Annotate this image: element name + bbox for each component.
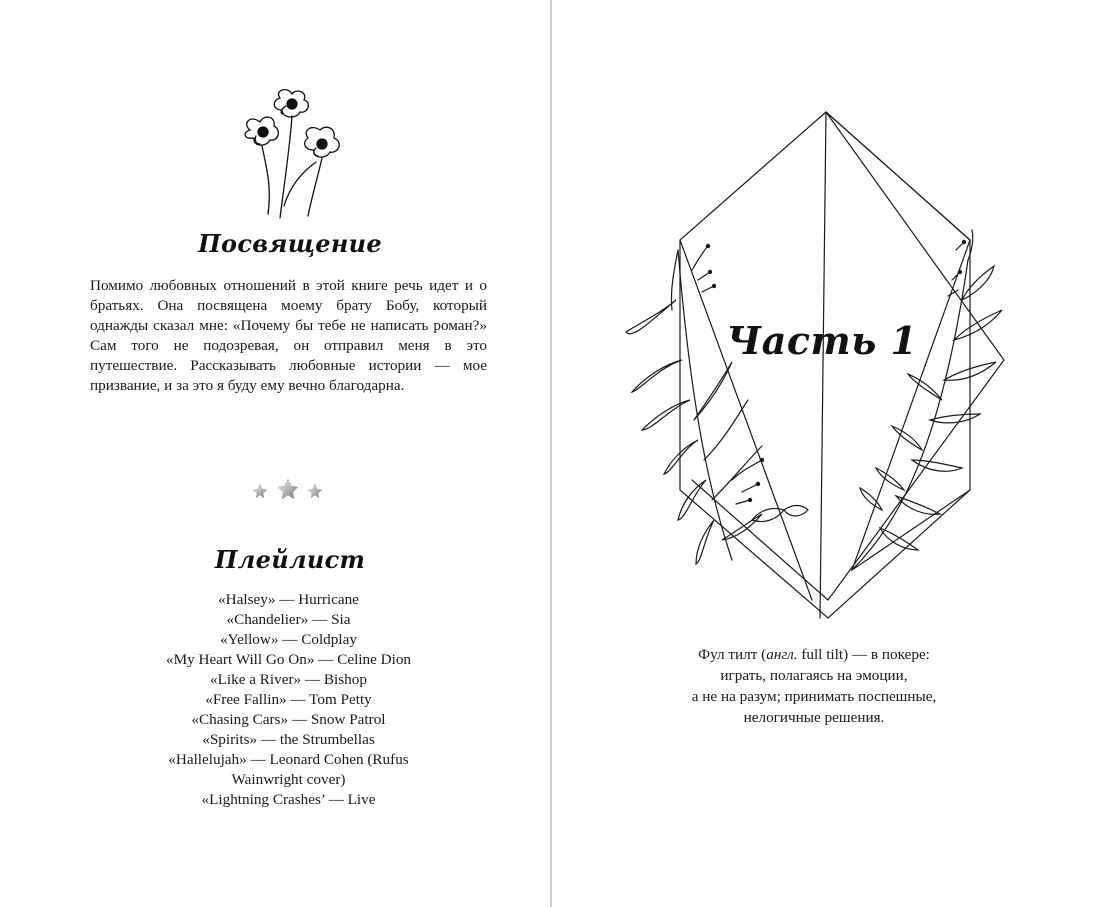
- dedication-heading: Посвящение: [198, 229, 382, 258]
- epigraph-line: нелогичные решения.: [743, 709, 885, 726]
- playlist-item: «Yellow» — Coldplay: [220, 631, 357, 648]
- playlist-item: «Spirits» — the Strumbellas: [202, 731, 375, 748]
- three-stars-icon: [248, 476, 328, 506]
- epigraph-line: а не на разум; принимать поспешные,: [691, 688, 937, 705]
- epigraph-term-rest: full tilt) — в покере:: [797, 646, 930, 663]
- playlist-item: «Chandelier» — Sia: [226, 611, 351, 628]
- epigraph-term: Фул тилт (: [698, 646, 767, 663]
- playlist-item: «Halsey» — Hurricane: [218, 591, 359, 608]
- part-title: Часть 1: [726, 318, 918, 363]
- playlist-item: «Lightning Crashes’ — Live: [201, 791, 376, 808]
- playlist-item: «Chasing Cars» — Snow Patrol: [191, 711, 386, 728]
- playlist-list: [90, 590, 487, 810]
- playlist-item: «Free Fallin» — Tom Petty: [205, 691, 372, 708]
- playlist-item: «Hallelujah» — Leonard Cohen (Rufus Wainwright cover): [168, 751, 409, 788]
- epigraph: [644, 644, 984, 728]
- playlist-item: «My Heart Will Go On» — Celine Dion: [165, 651, 412, 668]
- dedication-text: Помимо любовных отношений в этой книге речь идет и о братьях. Она посвящена моему брату Бобу, который однажды сказал мне: «Почему бы тебе не написать роман?» Сам того не подозревая, он отправил меня в это путешествие. Рассказывать любовные истории — мое призвание, и за это я буду ему вечно благодарна.: [90, 277, 487, 394]
- left-page: [0, 0, 550, 907]
- epigraph-line: играть, полагаясь на эмоции,: [720, 667, 908, 684]
- epigraph-language-abbreviation: англ.: [766, 646, 798, 663]
- playlist-heading: Плейлист: [214, 545, 366, 574]
- poppies-line-drawing-icon: [232, 86, 358, 220]
- right-page: [552, 0, 1101, 907]
- playlist-item: «Like a River» — Bishop: [210, 671, 367, 688]
